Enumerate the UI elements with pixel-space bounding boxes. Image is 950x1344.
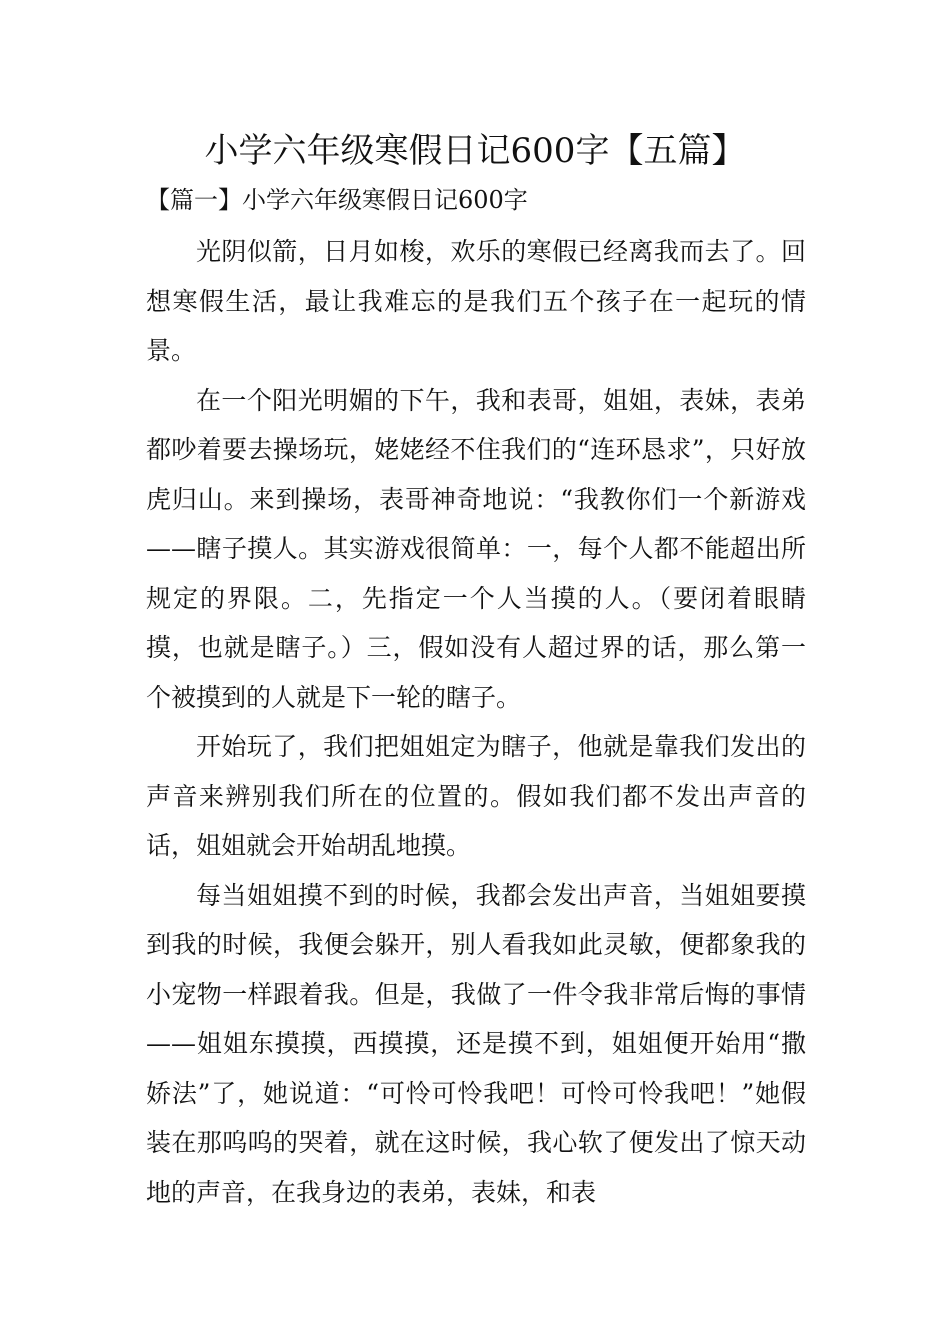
document-title: 小学六年级寒假日记600字【五篇】 xyxy=(204,131,746,171)
article-body xyxy=(146,227,806,1217)
paragraph: 在一个阳光明媚的下午，我和表哥，姐姐，表妹，表弟都吵着要去操场玩，姥姥经不住我们的“连环恳求”，只好放虎归山。来到操场，表哥神奇地说：“我教你们一个新游戏——瞎子摸人。其实游戏很简单：一，每个人都不能超出所规定的界限。二，先指定一个人当摸的人。（要闭着眼睛摸，也就是瞎子。）三，假如没有人超过界的话，那么第一个被摸到的人就是下一轮的瞎子。 xyxy=(146,385,806,712)
paragraph: 每当姐姐摸不到的时候，我都会发出声音，当姐姐要摸到我的时候，我便会躲开，别人看我如此灵敏，便都象我的小宠物一样跟着我。但是，我做了一件令我非常后悔的事情——姐姐东摸摸，西摸摸，还是摸不到，姐姐便开始用“撒娇法”了，她说道：“可怜可怜我吧！可怜可怜我吧！”她假装在那呜呜的哭着，就在这时候，我心软了便发出了惊天动地的声音，在我身边的表弟，表妹，和表 xyxy=(146,880,806,1207)
paragraph: 开始玩了，我们把姐姐定为瞎子，他就是靠我们发出的声音来辨别我们所在的位置的。假如我们都不发出声音的话，姐姐就会开始胡乱地摸。 xyxy=(146,732,806,860)
paragraph: 光阴似箭，日月如梭，欢乐的寒假已经离我而去了。回想寒假生活，最让我难忘的是我们五个孩子在一起玩的情景。 xyxy=(146,237,806,365)
section-heading: 【篇一】小学六年级寒假日记600字 xyxy=(146,186,528,214)
